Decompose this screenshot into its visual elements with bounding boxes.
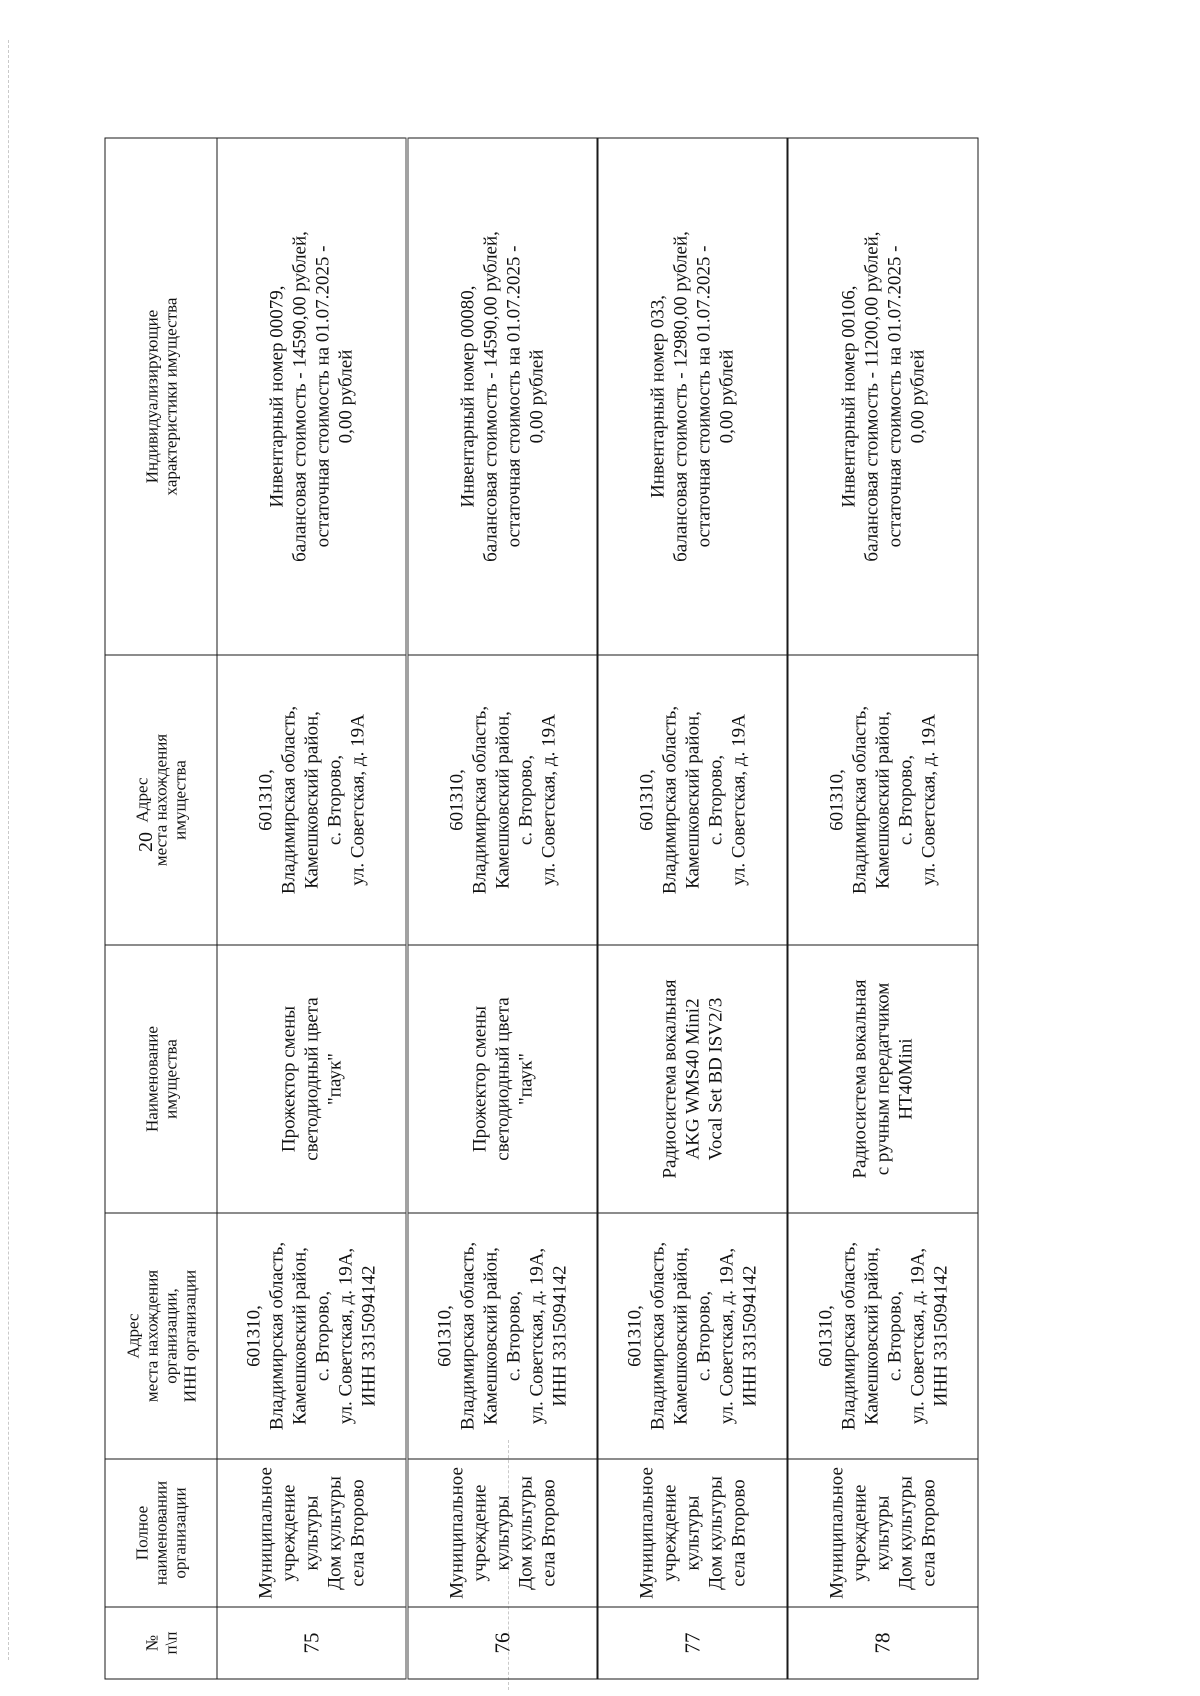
property-table — [105, 138, 979, 1680]
row-org-address: 601310, Владимирская область, Камешковский район, с. Второво, ул. Советская, д. 19А, ИНН 3315094142 — [217, 1213, 407, 1459]
row-details: Инвентарный номер 00080, балансовая стоимость - 14590,00 рублей, остаточная стоимость на 01.07.2025 - 0,00 рублей — [407, 138, 597, 655]
row-number: 75 — [217, 1607, 407, 1679]
row-item-name: Прожектор смены светодиодный цвета "паук" — [407, 945, 597, 1213]
table-header-row — [105, 138, 217, 1679]
row-item-name: Радиосистема вокальная AKG WMS40 Mini2 Vocal Set BD ISV2/3 — [598, 945, 788, 1213]
table-row — [788, 138, 978, 1679]
page-number: 20 — [135, 832, 157, 852]
row-details: Инвентарный номер 033, балансовая стоимость - 12980,00 рублей, остаточная стоимость на 01.07.2025 - 0,00 рублей — [598, 138, 788, 655]
row-item-name: Прожектор смены светодиодный цвета "паук" — [217, 945, 407, 1213]
row-number: 76 — [407, 1607, 597, 1679]
row-org-address: 601310, Владимирская область, Камешковский район, с. Второво, ул. Советская, д. 19А, ИНН 3315094142 — [598, 1213, 788, 1459]
row-item-address: 601310, Владимирская область, Камешковский район, с. Второво, ул. Советская, д. 19А — [407, 655, 597, 945]
row-number: 77 — [598, 1607, 788, 1679]
row-item-name: Радиосистема вокальная с ручным передатчиком HT40Mini — [788, 945, 978, 1213]
row-org-name: Муниципальное учреждение культуры Дом культуры села Второво — [217, 1459, 407, 1607]
row-org-address: 601310, Владимирская область, Камешковский район, с. Второво, ул. Советская, д. 19А, ИНН 3315094142 — [788, 1213, 978, 1459]
row-item-address: 601310, Владимирская область, Камешковский район, с. Второво, ул. Советская, д. 19А — [598, 655, 788, 945]
row-org-name: Муниципальное учреждение культуры Дом культуры села Второво — [788, 1459, 978, 1607]
table-row — [217, 138, 407, 1679]
header-item-address: Адрес места нахождения имущества — [105, 655, 217, 945]
row-org-name: Муниципальное учреждение культуры Дом культуры села Второво — [407, 1459, 597, 1607]
row-org-name: Муниципальное учреждение культуры Дом культуры села Второво — [598, 1459, 788, 1607]
row-org-address: 601310, Владимирская область, Камешковский район, с. Второво, ул. Советская, д. 19А, ИНН 3315094142 — [407, 1213, 597, 1459]
header-number: № п\п — [105, 1607, 217, 1679]
header-details: Индивидуализирующие характеристики имущества — [105, 138, 217, 655]
scan-edge-line — [8, 40, 9, 1660]
header-org-address: Адрес места нахождения организации, ИНН организации — [105, 1213, 217, 1459]
row-item-address: 601310, Владимирская область, Камешковский район, с. Второво, ул. Советская, д. 19А — [217, 655, 407, 945]
table-row — [598, 138, 788, 1679]
header-org-name: Полное наименовании организации — [105, 1459, 217, 1607]
row-details: Инвентарный номер 00106, балансовая стоимость - 11200,00 рублей, остаточная стоимость на 01.07.2025 - 0,00 рублей — [788, 138, 978, 655]
header-item-name: Наименование имущества — [105, 945, 217, 1213]
row-number: 78 — [788, 1607, 978, 1679]
row-details: Инвентарный номер 00079, балансовая стоимость - 14590,00 рублей, остаточная стоимость на 01.07.2025 - 0,00 рублей — [217, 138, 407, 655]
property-table-container — [105, 139, 979, 1680]
table-row — [407, 138, 597, 1679]
row-item-address: 601310, Владимирская область, Камешковский район, с. Второво, ул. Советская, д. 19А — [788, 655, 978, 945]
